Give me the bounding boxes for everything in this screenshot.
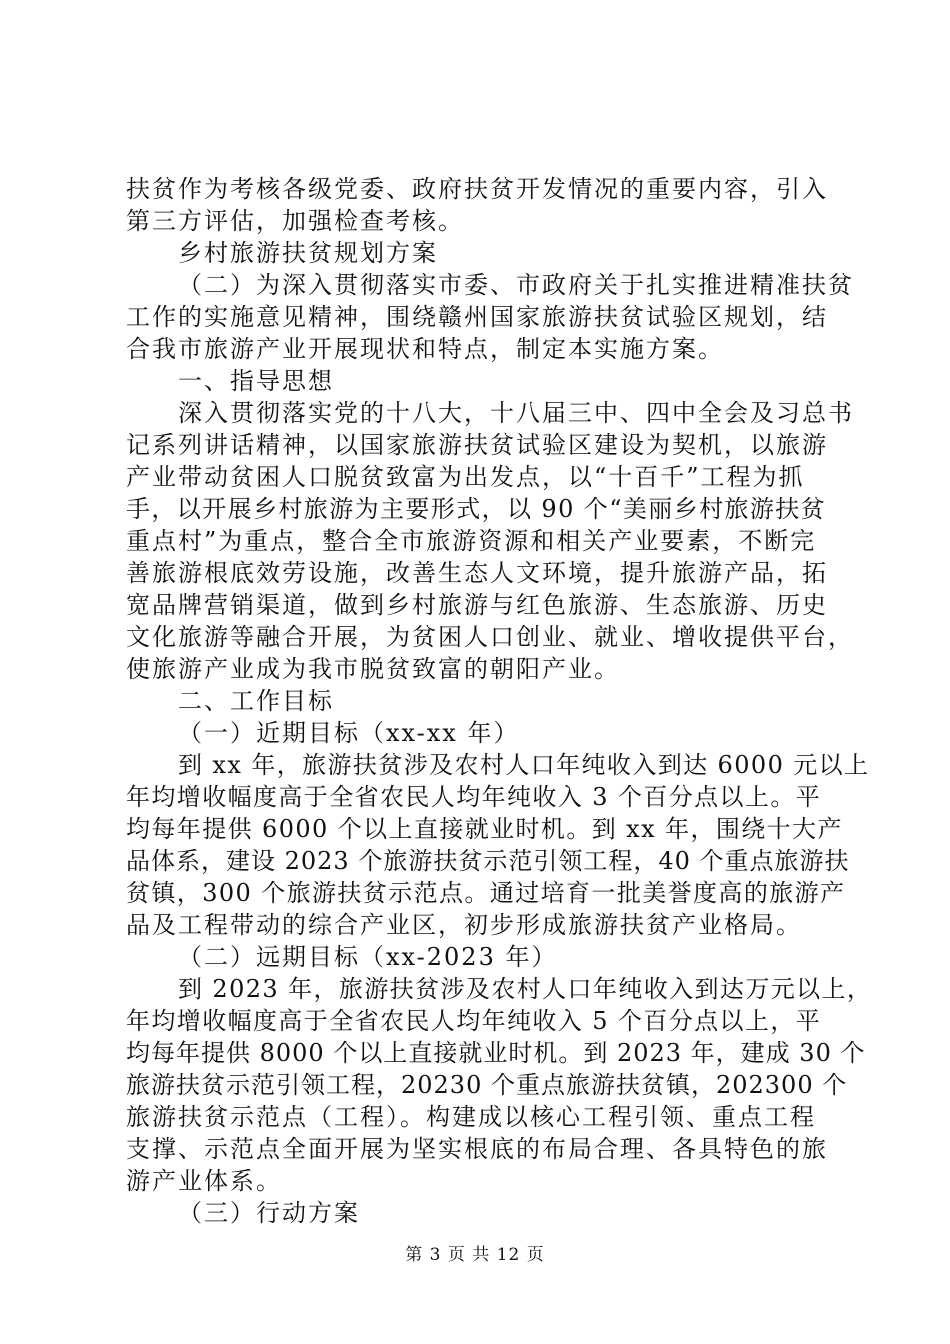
text-line: 扶贫作为考核各级党委、政府扶贫开发情况的重要内容，引入 xyxy=(126,175,828,203)
text-line: 产业带动贫困人口脱贫致富为出发点，以“十百千”工程为抓 xyxy=(126,463,805,491)
text-line: 支撑、示范点全面开展为坚实根底的布局合理、各具特色的旅 xyxy=(126,1135,828,1163)
text-line: 年均增收幅度高于全省农民人均年纯收入 5 个百分点以上，平 xyxy=(126,1007,822,1035)
text-line: 游产业体系。 xyxy=(126,1167,282,1195)
text-line: 合我市旅游产业开展现状和特点，制定本实施方案。 xyxy=(126,335,724,363)
text-line: 手，以开展乡村旅游为主要形式，以 90 个“美丽乡村旅游扶贫 xyxy=(126,495,827,523)
text-line: 使旅游产业成为我市脱贫致富的朝阳产业。 xyxy=(126,655,620,683)
text-line: 旅游扶贫示范点（工程）。构建成以核心工程引领、重点工程 xyxy=(126,1103,816,1131)
text-line: 第三方评估，加强检查考核。 xyxy=(126,207,464,235)
text-line: 宽品牌营销渠道，做到乡村旅游与红色旅游、生态旅游、历史 xyxy=(126,591,828,619)
text-line: 深入贯彻落实党的十八大，十八届三中、四中全会及习总书 xyxy=(178,399,854,427)
text-line: 到 xx 年，旅游扶贫涉及农村人口年纯收入到达 6000 元以上 xyxy=(178,751,870,779)
subsection-heading: （二）远期目标（xx-2023 年） xyxy=(178,943,558,971)
text-line: 善旅游根底效劳设施，改善生态人文环境，提升旅游产品，拓 xyxy=(126,559,828,587)
text-line: 重点村”为重点，整合全市旅游资源和相关产业要素，不断完 xyxy=(126,527,817,555)
text-line: 品及工程带动的综合产业区，初步形成旅游扶贫产业格局。 xyxy=(126,911,802,939)
text-line: 均每年提供 6000 个以上直接就业时机。到 xx 年，围绕十大产 xyxy=(126,815,843,843)
text-line: 文化旅游等融合开展，为贫困人口创业、就业、增收提供平台， xyxy=(126,623,854,651)
text-line: 年均增收幅度高于全省农民人均年纯收入 3 个百分点以上。平 xyxy=(126,783,822,811)
text-line: 乡村旅游扶贫规划方案 xyxy=(178,239,438,267)
text-line: （二）为深入贯彻落实市委、市政府关于扎实推进精准扶贫 xyxy=(178,271,854,299)
text-line: 工作的实施意见精神，围绕赣州国家旅游扶贫试验区规划，结 xyxy=(126,303,828,331)
text-line: 贫镇，300 个旅游扶贫示范点。通过培育一批美誉度高的旅游产 xyxy=(126,879,846,907)
section-heading: 一、指导思想 xyxy=(178,367,334,395)
page-number-footer: 第 3 页 共 12 页 xyxy=(405,1245,545,1265)
text-line: 到 2023 年，旅游扶贫涉及农村人口年纯收入到达万元以上， xyxy=(178,975,873,1003)
subsection-heading: （一）近期目标（xx-xx 年） xyxy=(178,719,520,747)
text-line: 均每年提供 8000 个以上直接就业时机。到 2023 年，建成 30 个 xyxy=(126,1039,866,1067)
section-heading: 二、工作目标 xyxy=(178,687,334,715)
document-body xyxy=(126,173,873,1229)
subsection-heading: （三）行动方案 xyxy=(178,1199,360,1227)
text-line: 品体系，建设 2023 个旅游扶贫示范引领工程，40 个重点旅游扶 xyxy=(126,847,850,875)
text-line: 旅游扶贫示范引领工程，20230 个重点旅游扶贫镇，202300 个 xyxy=(126,1071,848,1099)
text-line: 记系列讲话精神，以国家旅游扶贫试验区建设为契机，以旅游 xyxy=(126,431,828,459)
